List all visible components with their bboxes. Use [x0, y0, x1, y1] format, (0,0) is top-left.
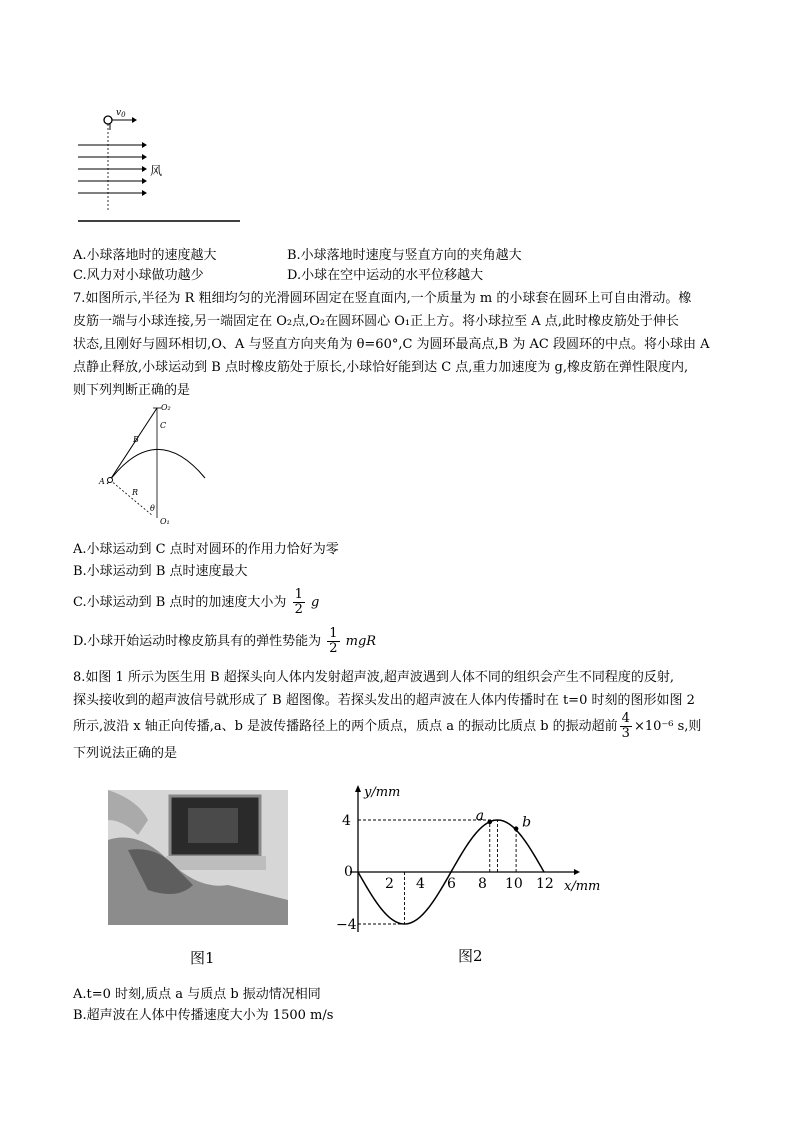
ball-a	[108, 478, 113, 483]
point-label-a: a	[475, 807, 485, 824]
wave-chart	[330, 780, 620, 940]
q7-stem-line3: 状态,且刚好与圆环相切,O、A 与竖直方向夹角为 θ=60°,C 为圆环最高点,B 为 AC 段圆环的中点。将小球由 A	[73, 337, 710, 352]
x-tick-label: 12	[536, 876, 554, 892]
q7-option-d: D.小球开始运动时橡皮筋具有的弹性势能为 $\frac{1}{2}$ mgR	[73, 626, 377, 656]
q7-stem-line5: 则下列判断正确的是	[73, 383, 191, 398]
ultrasound-photo	[108, 790, 288, 925]
label-b: B	[133, 435, 139, 444]
ring-figure	[95, 398, 215, 533]
y-tick-label: −4	[336, 917, 357, 933]
q7-stem-line2: 皮筋一端与小球连接,另一端固定在 O₂点,O₂在圆环圆心 O₁正上方。将小球拉至 A 点,此时橡皮筋处于伸长	[73, 314, 679, 329]
x-tick-label: 0	[344, 864, 353, 880]
point-label-b: b	[522, 814, 532, 831]
y-tick-label: 4	[342, 813, 351, 829]
q6-option-a: A.小球落地时的速度越大	[73, 248, 217, 263]
q8-stem-line2: 探头接收到的超声波信号就形成了 B 超图像。若探头发出的超声波在人体内传播时在 t=0 时刻的图形如图 2	[73, 693, 695, 708]
x-axis-label: x/mm	[564, 879, 601, 894]
label-theta: θ	[150, 504, 155, 513]
wind-label: 风	[150, 164, 163, 178]
label-o1: O₁	[160, 517, 170, 526]
q8-option-b: B.超声波在人体中传播速度大小为 1500 m/s	[73, 1008, 334, 1023]
q8-stem-line1: 8.如图 1 所示为医生用 B 超探头向人体内发射超声波,超声波遇到人体不同的组织会产生不同程度的反射,	[73, 670, 675, 685]
x-tick-label: 6	[447, 876, 456, 892]
q6-option-b: B.小球落地时速度与竖直方向的夹角越大	[287, 248, 522, 263]
x-tick-label: 10	[505, 876, 523, 892]
q7-option-b: B.小球运动到 B 点时速度最大	[73, 564, 248, 579]
chart-marks	[358, 808, 544, 924]
q7-stem-line1: 7.如图所示,半径为 R 粗细均匀的光滑圆环固定在竖直面内,一个质量为 m 的小球套在圆环上可自由滑动。橡	[73, 291, 692, 306]
y-axis-label: y/mm	[364, 785, 401, 800]
x-tick-label: 4	[416, 876, 425, 892]
velocity-arrowhead	[132, 117, 137, 123]
q6-option-c: C.风力对小球做功越少	[73, 268, 204, 283]
q8-stem-line3: 所示,波沿 x 轴正向传播,a、b 是波传播路径上的两个质点，质点 a 的振动比质点 b 的振动超前 $\frac{4}{3}$ ×10⁻⁶ s,则	[73, 711, 702, 741]
x-tick-label: 2	[385, 876, 394, 892]
q7-stem	[73, 287, 733, 402]
chart-axes	[336, 785, 600, 933]
fraction-one-half: $\frac{1}{2}$	[329, 626, 338, 656]
q6-option-d: D.小球在空中运动的水平位移越大	[287, 268, 484, 283]
fig1-caption: 图1	[190, 949, 215, 967]
label-a: A	[99, 477, 105, 486]
rubber-band	[110, 408, 157, 480]
q7-option-c: C.小球运动到 B 点时的加速度大小为 $\frac{1}{2}$ g	[73, 587, 320, 617]
point-b	[514, 826, 519, 831]
q7-stem-line4: 点静止释放,小球运动到 B 点时橡皮筋处于原长,小球恰好能到达 C 点,重力加速度为 g,橡皮筋在弹性限度内,	[73, 360, 689, 375]
label-c: C	[160, 421, 167, 430]
v0-label: $v_0$	[116, 108, 126, 119]
radius-line	[110, 480, 153, 516]
fig2-caption: 图2	[458, 947, 483, 965]
x-axis-arrow	[574, 869, 580, 875]
q7-option-a: A.小球运动到 C 点时对圆环的作用力恰好为零	[73, 542, 339, 557]
ring-arc	[107, 449, 205, 484]
wind-figure	[70, 100, 250, 230]
q8-option-a: A.t=0 时刻,质点 a 与质点 b 振动情况相同	[73, 987, 321, 1002]
point-a	[487, 820, 492, 825]
x-tick-label: 8	[478, 876, 487, 892]
ball	[104, 116, 112, 124]
q8-stem-line4: 下列说法正确的是	[73, 746, 178, 761]
fraction-four-thirds: $\frac{4}{3}$	[621, 711, 630, 741]
y-axis-arrow	[355, 785, 361, 792]
q8-stem	[73, 666, 743, 765]
fraction-one-half: $\frac{1}{2}$	[294, 587, 303, 617]
wind-arrows	[78, 142, 147, 196]
label-o2: O₂	[161, 403, 171, 412]
label-r: R	[132, 488, 139, 497]
ultrasound-photo-drawing	[108, 790, 288, 925]
